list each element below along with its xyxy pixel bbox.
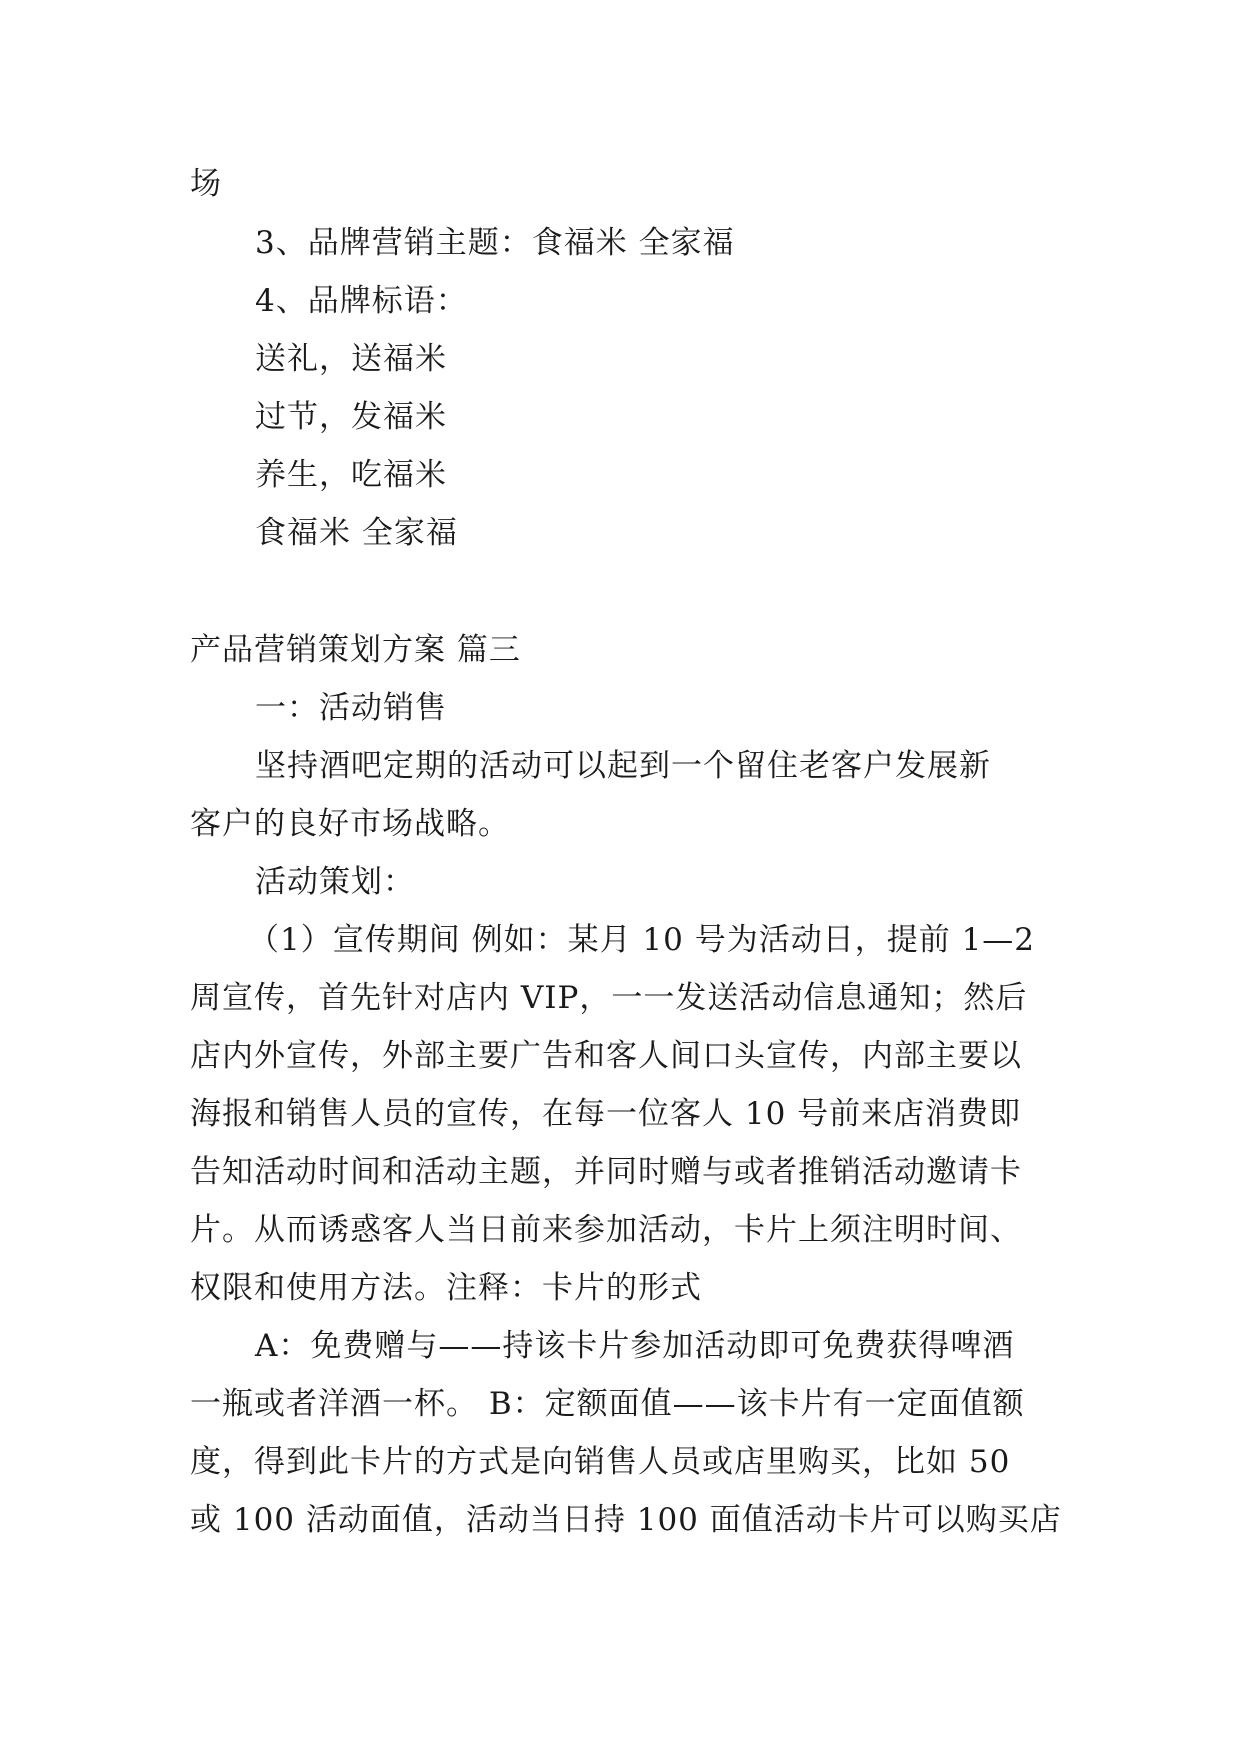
- text-line-slogan-heading: 4、品牌标语：: [255, 283, 468, 319]
- paragraph-line: 片。从而诱惑客人当日前来参加活动，卡片上须注明时间、: [190, 1212, 1022, 1248]
- text-line-slogan-1: 送礼，送福米: [255, 341, 447, 377]
- paragraph-line: （1）宣传期间 例如：某月 10 号为活动日，提前 1—2: [248, 922, 1036, 958]
- subsection-heading: 一：活动销售: [255, 690, 447, 726]
- paragraph-line: 周宣传，首先针对店内 VIP，一一发送活动信息通知；然后: [190, 980, 1028, 1016]
- section-heading: 产品营销策划方案 篇三: [190, 632, 521, 668]
- text-line-continuation: 场: [190, 166, 222, 202]
- paragraph-line: A：免费赠与——持该卡片参加活动即可免费获得啤酒: [255, 1328, 1015, 1364]
- paragraph-line: 度，得到此卡片的方式是向销售人员或店里购买，比如 50: [190, 1444, 1011, 1480]
- subsection-heading: 活动策划：: [255, 864, 415, 900]
- paragraph-line: 店内外宣传，外部主要广告和客人间口头宣传，内部主要以: [190, 1038, 1022, 1074]
- paragraph-line: 客户的良好市场战略。: [190, 806, 510, 842]
- paragraph-line: 海报和销售人员的宣传，在每一位客人 10 号前来店消费即: [190, 1096, 1022, 1132]
- paragraph-line: 告知活动时间和活动主题，并同时赠与或者推销活动邀请卡: [190, 1154, 1022, 1190]
- text-line-slogan-4: 食福米 全家福: [255, 515, 458, 551]
- text-line-slogan-2: 过节，发福米: [255, 399, 447, 435]
- paragraph-line: 权限和使用方法。注释：卡片的形式: [190, 1270, 702, 1306]
- text-line-slogan-3: 养生，吃福米: [255, 457, 447, 493]
- paragraph-line: 一瓶或者洋酒一杯。 B：定额面值——该卡片有一定面值额: [190, 1386, 1025, 1422]
- paragraph-line: 或 100 活动面值，活动当日持 100 面值活动卡片可以购买店: [190, 1502, 1062, 1538]
- paragraph-line: 坚持酒吧定期的活动可以起到一个留住老客户发展新: [255, 748, 991, 784]
- text-line-marketing-theme: 3、品牌营销主题：食福米 全家福: [255, 225, 735, 261]
